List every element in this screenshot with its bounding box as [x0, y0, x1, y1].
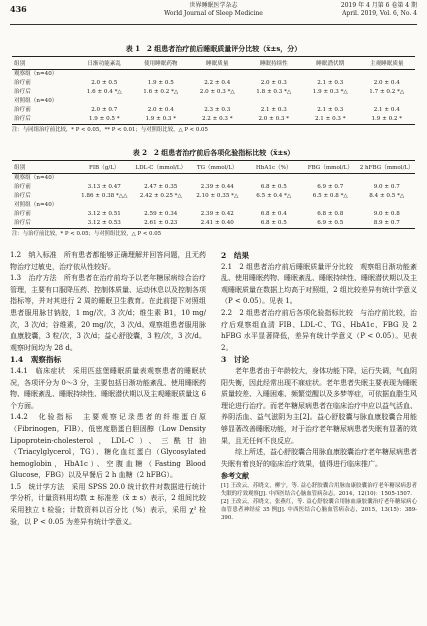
table2-cell: 6.5 ± 0.4 *△ [256, 193, 292, 199]
table2-row [12, 201, 415, 210]
table2-cell: 2.41 ± 0.40 [189, 219, 246, 229]
table2-cell: 2.47 ± 0.35 [144, 184, 178, 190]
table2-cell: 6.8 ± 0.8 [317, 211, 344, 217]
header-rule [10, 24, 417, 25]
right-column [221, 250, 417, 522]
table1-cell: 观察组（n=40） [14, 71, 58, 77]
paragraph: 1.4.1 临床症状 采用匹兹堡睡眠质量表观察患者的睡眠状况，各项评分为 0～3 分，主要包括日渐功能紊乱、使用睡眠药物、睡眠紊乱、睡眠持续性、睡眠潜伏期以及主观睡眠质量这 6 个方面。 [10, 366, 206, 410]
table1-header: 睡眠质量 [189, 57, 246, 70]
table1-row [12, 106, 415, 115]
issue-info [341, 2, 417, 18]
table1-header: 睡眠持续性 [246, 57, 303, 70]
table2-row [12, 174, 415, 184]
table1-row [12, 88, 415, 97]
table2-cell: 3.13 ± 0.47 [87, 184, 121, 190]
table2-cell: 2.42 ± 0.25 *△ [139, 193, 182, 199]
table1-cell: 2.0 ± 0.5 [91, 80, 118, 86]
table1-cell: 2.0 ± 0.7 [91, 107, 118, 113]
reference-item: [2] 王改云，苏晓文，张燕红，等. 益心舒胶囊合用脉血康胶囊治疗老年糖尿病心血管患者神经症 35 例[J]. 中西医结合心脑血管病杂志，2015，13(15)：389-390. [221, 498, 417, 521]
paragraph: 综上所述，益心舒胶囊合用脉血康胶囊治疗老年糖尿病患者失眠有着良好的临床治疗效果，值得进行临床推广。 [221, 448, 417, 468]
table1-cell: 治疗前 [14, 107, 31, 113]
table2-cell: 6.9 ± 0.7 [317, 184, 344, 190]
table2-cell: 观察组（n=40） [14, 175, 58, 181]
table2-cell: 治疗前 [14, 211, 31, 217]
table1-header: 主观睡眠质量 [359, 57, 416, 70]
table1-cell: 2.0 ± 0.3 [260, 80, 287, 86]
table2-header: HbA1c（%） [246, 161, 303, 174]
references-heading: 参考文献 [221, 471, 249, 481]
table1-cell: 1.9 ± 0.3 *△ [312, 89, 348, 95]
table2-header: TG（mmol/L） [189, 161, 246, 174]
journal-title-en: World Journal of Sleep Medicine [164, 10, 263, 17]
table2-row [12, 183, 415, 192]
table1-row [12, 97, 415, 106]
left-column [10, 250, 206, 528]
table2-cell: 6.5 ± 0.8 *△ [312, 193, 348, 199]
table1-cell: 对照组（n=40） [14, 98, 58, 104]
reference-item: [1] 王改云，苏晓文，柳宁，等. 益心舒胶囊合用脉血康胶囊治疗老年糖尿病患者失眠的疗效观察[J]. 中西医结合心脑血管病杂志，2014，12(10)：1505-1507. [221, 482, 417, 497]
table2-cell: 6.8 ± 0.4 [260, 211, 287, 217]
table2-cell: 治疗后 [14, 193, 31, 199]
table2-cell: 3.12 ± 0.51 [87, 211, 121, 217]
table2-cell: 2.59 ± 0.34 [144, 211, 178, 217]
table2-cell: 8.4 ± 0.5 *△ [369, 193, 405, 199]
table1 [12, 56, 415, 125]
table1-cell: 2.1 ± 0.3 [260, 107, 287, 113]
paragraph: 2.2 2 组患者治疗前后各项化验指标比较 与治疗前比较，治疗后观察组血清 FIB、LDL-C、TG、HbA1c、FBG 及 2 hFBG 水平显著降低，差异有统计学意义（P < 0.05）。见表 2。 [221, 308, 417, 352]
table2-cell: 对照组（n=40） [14, 202, 58, 208]
table2-row [12, 210, 415, 219]
table1-cell: 2.0 ± 0.3 *△ [199, 89, 235, 95]
table2-cell: 6.8 ± 0.5 [246, 219, 303, 229]
table2-header: FBG（mmol/L） [302, 161, 359, 174]
table2-note: 注：与治疗前比较，* P < 0.05；与对照组比较，△ P < 0.05 [12, 231, 162, 237]
page-number: 436 [10, 4, 27, 14]
table2-cell: 9.0 ± 0.8 [373, 211, 400, 217]
table2-cell: 治疗后 [12, 219, 76, 229]
table1-cell: 2.1 ± 0.3 [317, 80, 344, 86]
table1-cell: 1.8 ± 0.3 *△ [256, 89, 292, 95]
paragraph: 1.3 治疗方法 所有患者在治疗前均予以老年糖尿病综合治疗管理，主要有口服降压药、控制体质量、运动休息以及控制各项指标等，并对其进行 2 周的睡眠卫生教育。在此前提下对照组患者服用脉甘钠胶，1 mg/次，3 次/d；维生素 B1，10 mg/次，3 次/d；谷维素，20 mg/次，3 次/d。观察组患者服用脉血康胶囊，3 粒/次，3 次/d；益心舒胶囊，3 粒/次，3 次/d。观察时间均为 28 d。 [10, 274, 206, 352]
table1-cell: 2.0 ± 0.4 [147, 107, 174, 113]
table1-cell: 1.6 ± 0.2 *△ [143, 89, 179, 95]
table1-cell: 2.1 ± 0.4 [373, 107, 400, 113]
table1-cell: 1.7 ± 0.2 *△ [369, 89, 405, 95]
table2-cell: 2.39 ± 0.42 [200, 211, 234, 217]
table2-cell: 2.10 ± 0.35 *△ [196, 193, 239, 199]
section-heading: 2 结果 [221, 251, 250, 260]
table2-row [12, 192, 415, 201]
table1-cell: 1.6 ± 0.4 *△ [86, 89, 122, 95]
table2-cell: 2.39 ± 0.44 [200, 184, 234, 190]
running-header [10, 2, 417, 24]
paragraph: 1.4.2 化验指标 主要观察记录患者的纤维蛋白原（Fibrinogen，FIB）、低密度脂蛋白胆固醇（Low Density Lipoprotein-cholesterol，LDL-C）、三酰甘油（Triacylglycerol，TG）、糖化血红蛋白（Glycosylated hemoglobin，HbA1c）、空腹血糖（Fasting Blood Glucose，FBG）以及早餐后 2 h 血糖（2 hFBG）。 [10, 413, 206, 480]
table2-cell: 8.9 ± 0.7 [359, 219, 416, 229]
table2-cell: 3.12 ± 0.53 [76, 219, 133, 229]
table1-cell: 2.1 ± 0.3 [317, 107, 344, 113]
table1-caption: 表 1 2 组患者治疗前后睡眠质量评分比较（x̄±s，分） [125, 44, 302, 53]
table1-cell: 2.2 ± 0.4 [204, 80, 231, 86]
journal-title-cn: 世界睡眠医学杂志 [189, 2, 238, 9]
table1-header: 日渐功能紊乱 [76, 57, 133, 70]
table2-header: FIB（g/L） [76, 161, 133, 174]
table2-row [12, 219, 415, 229]
table2-caption: 表 2 2 组患者治疗前后各项化验指标比较（x̄±s） [132, 148, 295, 157]
table2 [12, 160, 415, 229]
table1-cell: 2.3 ± 0.3 [204, 107, 231, 113]
section-heading: 3 讨论 [221, 355, 250, 365]
section-heading: 1.4 观察指标 [10, 355, 62, 365]
issue-en: April. 2019, Vol. 6, No. 4 [342, 10, 417, 17]
table1-row [12, 79, 415, 88]
table2-cell: 1.86 ± 0.38 *△△ [81, 193, 128, 199]
table2-cell: 2.61 ± 0.23 [133, 219, 190, 229]
paragraph: 2.1 2 组患者治疗前后睡眠质量评分比较 观察组日渐功能紊乱、使用睡眠药物、睡眠紊乱、睡眠持续性、睡眠潜伏期以及主观睡眠质量在数据上均高于对照组，2 组比较差异有统计学意义（P < 0.05）。见表 1。 [221, 262, 417, 306]
table1-cell: 2.2 ± 0.3 * [189, 115, 246, 125]
table1-cell: 2.1 ± 0.3 * [302, 115, 359, 125]
table2-header: 组别 [12, 161, 76, 174]
table1-cell: 治疗后 [12, 115, 76, 125]
table2-cell: 9.0 ± 0.7 [373, 184, 400, 190]
table1-header: 睡眠潜伏期 [302, 57, 359, 70]
table2-cell: 6.9 ± 0.5 [302, 219, 359, 229]
table2-header: LDL-C（mmol/L） [133, 161, 190, 174]
issue-cn: 2019 年 4 月第 6 卷第 4 期 [340, 2, 417, 9]
table1-cell: 2.0 ± 0.3 * [246, 115, 303, 125]
table1-header: 使用睡眠药物 [133, 57, 190, 70]
table1-cell: 1.9 ± 0.3 * [133, 115, 190, 125]
table1-cell: 1.9 ± 0.5 * [76, 115, 133, 125]
table1-note: 注：与同组治疗前比较，* P < 0.05，** P < 0.01；与对照组比较，△ P < 0.05 [12, 127, 208, 133]
table1-cell: 2.0 ± 0.4 [373, 80, 400, 86]
table1-row [12, 70, 415, 80]
table1-cell: 治疗前 [14, 80, 31, 86]
table2-cell: 6.8 ± 0.5 [260, 184, 287, 190]
table1-header: 组别 [12, 57, 76, 70]
paragraph: 老年患者由于年龄较大，身体功能下降，运行失调，气血阴阳失衡，因此经常出现不寐症状。老年患者失眠主要表现为睡眠质量较差、入睡困难、频繁觉醒以及多梦等症，可依据血脂生风理论进行治疗。而老年糖尿病患者在临床治疗中应以益气活血、养阴活血、益气滋阴为主[2]。益心舒胶囊与脉血康胶囊合用能够显著改善睡眠功能，对于治疗老年糖尿病患者失眠有显著的效果，且无任何不良反应。 [221, 366, 417, 445]
paragraph: 1.2 纳入标准 所有患者都能够正确理解并回答问题，且无药物治疗过敏史，治疗依从性较好。 [10, 251, 206, 271]
table1-cell: 1.9 ± 0.5 [147, 80, 174, 86]
table1-cell: 治疗后 [14, 89, 31, 95]
table2-header: 2 hFBG（mmol/L） [359, 161, 416, 174]
table1-cell: 1.9 ± 0.2 * [359, 115, 416, 125]
paragraph: 1.5 统计学方法 采用 SPSS 20.0 统计软件对数据进行统计学分析，计量资料用均数 ± 标准差（x̄ ± s）表示，2 组间比较采用独立 t 检验；计数资料以百分比（%）表示，采用 χ² 检验，以 P < 0.05 为差异有统计学意义。 [10, 482, 206, 526]
table2-cell: 治疗前 [14, 184, 31, 190]
table1-row [12, 115, 415, 125]
